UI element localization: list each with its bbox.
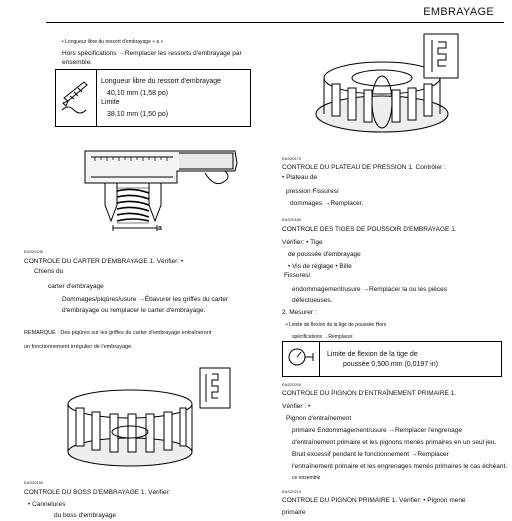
spring-text-2: ensemble. [62, 59, 92, 66]
pressure-line-3: dommages →Remplacer. [290, 200, 364, 207]
caliper-icon [56, 70, 96, 126]
pushrods-title: CONTROLE DES TIGES DE POUSSOIR D'EMBRAYAGE 1. [282, 226, 457, 233]
code-pressure: EAS20170 [282, 156, 302, 161]
pushrods-line-4: Fissures/ [284, 272, 311, 279]
pushrods-tiny-2: spécifications →Remplacer. [292, 334, 354, 340]
pushrods-line-2: de poussée d'embrayage [288, 251, 361, 258]
page-header [0, 0, 512, 22]
spec-icon-cell [56, 70, 97, 126]
code-driven: EAS20210 [282, 489, 302, 494]
pinion-line-5: Bruit excessif pendant le fonctionnement →Remplacer [292, 451, 449, 458]
figure-label-a: a [158, 225, 162, 232]
claw-detail-icon [200, 368, 230, 408]
boss-line-1: • Cannelures [28, 501, 66, 508]
spec-title: Longueur libre du ressort d'embrayage [101, 78, 222, 85]
spec-value: 40,10 mm (1,58 po) [107, 90, 169, 97]
header-rule [46, 22, 504, 23]
pressure-line-2: pression Fissures/ [286, 188, 339, 195]
code-pushrods: EAS20180 [282, 217, 302, 222]
remark-line-2: un fonctionnement irrégulier de l'embrayage. [24, 344, 133, 350]
pushrods-tiny-1: • Limite de flexion de la tige de poussée Hors [286, 322, 387, 328]
pinion-line-1: Vérifier : • [282, 403, 311, 410]
pinion-line-7: ce ensemble [292, 475, 321, 481]
driven-line-1: primaire [282, 509, 306, 516]
pushrods-line-3: • Vis de réglage • Bille [288, 263, 352, 270]
spring-text-1: Hors spécifications →Remplacer les ressorts d'embrayage par [62, 50, 242, 57]
housing-title: CONTROLE DU CARTER D'EMBRAYAGE 1. Vérifier: • [24, 258, 184, 265]
remark-line-1: REMARQUE : Des piqûres sur les griffes du carter d'embrayage entraîneront [24, 330, 212, 336]
pushrods-line-7: 2. Mesurer : [282, 309, 317, 316]
code-pinion: EAS20200 [282, 382, 302, 387]
spec-box-spring [55, 69, 251, 127]
pushrods-line-5: endommagement/usure →Remplacer la ou les pièces [292, 286, 447, 293]
housing-line-3: Dommages/piqûres/usure →Ébavurer les griffes du carter [62, 296, 229, 303]
spline-detail-icon [424, 34, 458, 78]
housing-line-1: Chiens du [34, 268, 64, 275]
pinion-line-6: l'entraînement primaire et les engrenages menés primaires le cas échéant. [292, 463, 508, 470]
code-boss: EAS20150 [24, 480, 44, 485]
pinion-title: CONTROLE DU PIGNON D'ENTRAÎNEMENT PRIMAIRE 1. [282, 390, 457, 397]
pushrods-line-1: Vérifier: • Tige [282, 239, 323, 246]
boss-title: CONTROLE DU BOSS D'EMBRAYAGE 1. Vérifier: [24, 489, 171, 496]
code-housing: EAS20140 [24, 249, 44, 254]
spec-limit-label: Limite [101, 99, 120, 106]
clutch-housing-figure [62, 372, 202, 472]
spec-box-pushrod [282, 341, 502, 377]
spec-limit-value: 38,10 mm (1,50 po) [107, 111, 169, 118]
dial-gauge-icon [283, 342, 319, 376]
driven-title: CONTROLE DU PIGNON PRIMAIRE 1. Vérifier: • Pignon mené [282, 497, 466, 504]
pushrods-line-6: défectueuses. [292, 297, 333, 304]
clutch-spring-figure [85, 133, 245, 238]
pinion-line-4: d'entraînement primaire et les pignons menés primaires en un seul jeu. [292, 439, 497, 446]
pinion-line-2: Pignon d'entraînement [286, 415, 352, 422]
boss-line-2: du boss d'embrayage [54, 512, 116, 519]
pushrod-spec-line-2: poussée 0,500 mm (0,0197 in) [343, 361, 438, 368]
housing-line-4: d'embrayage ou remplacer le carter d'embrayage. [62, 307, 206, 314]
pinion-line-3: primaire Endommagement/usure →Remplacer l'engrenage [292, 427, 462, 434]
pushrod-spec-line-1: Limite de flexion de la tige de [327, 351, 418, 358]
pressure-title: CONTROLE DU PLATEAU DE PRESSION 1. Contrôler : [282, 164, 446, 171]
spec-icon-cell [283, 342, 320, 376]
bullet-free-length: • Longueur libre du ressort d'embrayage « a » [62, 39, 164, 45]
housing-line-2: carter d'embrayage [48, 283, 104, 290]
pressure-line-1: • Plateau de [282, 174, 318, 181]
section-title: EMBRAYAGE [423, 6, 494, 18]
